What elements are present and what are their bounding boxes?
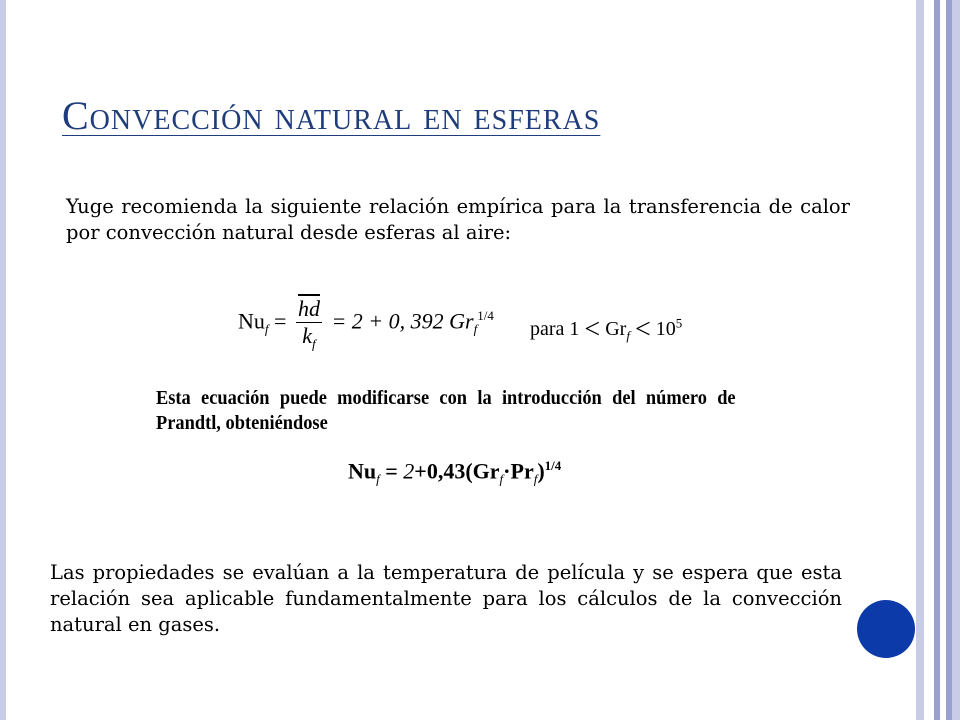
- range-var: Gr: [605, 318, 627, 340]
- eq2-eq-sign: =: [385, 458, 398, 484]
- stripe: [916, 0, 924, 720]
- eq2-dot: ·Pr: [503, 458, 534, 484]
- eq2-dot-sub: f: [533, 471, 538, 487]
- eq1-frac-den: k: [302, 323, 312, 348]
- eq2-rhs2-sub: f: [499, 471, 504, 487]
- intro-paragraph: Yuge recomienda la siguiente relación empírica para la transferencia de calor por convección natural desde esferas al aire:: [66, 195, 850, 244]
- eq1-frac-den-sub: f: [312, 336, 316, 352]
- eq1-eq-sign: =: [274, 308, 287, 334]
- eq1-lhs: Nu: [238, 308, 265, 334]
- range-lt2: <: [634, 314, 651, 345]
- eq1-rhs-sub: f: [473, 321, 478, 337]
- eq1-lhs-sub: f: [264, 321, 269, 337]
- range-bound: 10: [655, 318, 676, 340]
- image-text-line1: Esta ecuación puede modificarse con la introducción del número de: [156, 387, 736, 409]
- eq2-rhs2: +0,43(Gr: [414, 458, 500, 484]
- image-text-line2: Prandtl, obteniéndose: [156, 412, 328, 434]
- range-var-sub: f: [626, 328, 630, 343]
- eq1-frac-num: hd: [297, 296, 320, 321]
- range-lt1: <: [584, 314, 601, 345]
- eq2-rhs1: 2: [403, 458, 415, 484]
- nusselt-equation: [238, 294, 494, 352]
- stripe: [924, 0, 934, 720]
- eq2-close: ): [537, 458, 545, 484]
- eq1-fraction: [296, 294, 322, 352]
- left-border-stripe: [0, 0, 6, 720]
- equation-image: [150, 280, 790, 500]
- conclusion-paragraph: Las propiedades se evalúan a la temperatura de película y se espera que esta relación sea aplicable fundamentalmente para los cálculos de la convección natural en gases.: [50, 561, 842, 636]
- range-prefix: para 1: [530, 318, 580, 340]
- eq2-lhs-sub: f: [376, 471, 380, 487]
- range-bound-sup: 5: [675, 315, 683, 331]
- eq2-close-sup: 1/4: [544, 458, 562, 473]
- slide-title: Convección natural en esferas: [62, 93, 601, 138]
- eq1-rhs-sup: 1/4: [477, 307, 494, 323]
- validity-range: [530, 314, 682, 346]
- eq1-rhs: = 2 + 0, 392 Gr: [331, 308, 474, 334]
- decorative-circle: [857, 600, 915, 658]
- prandtl-equation: [348, 458, 561, 488]
- right-decorative-stripes: [916, 0, 960, 720]
- eq2-lhs: Nu: [348, 458, 377, 484]
- stripe: [952, 0, 960, 720]
